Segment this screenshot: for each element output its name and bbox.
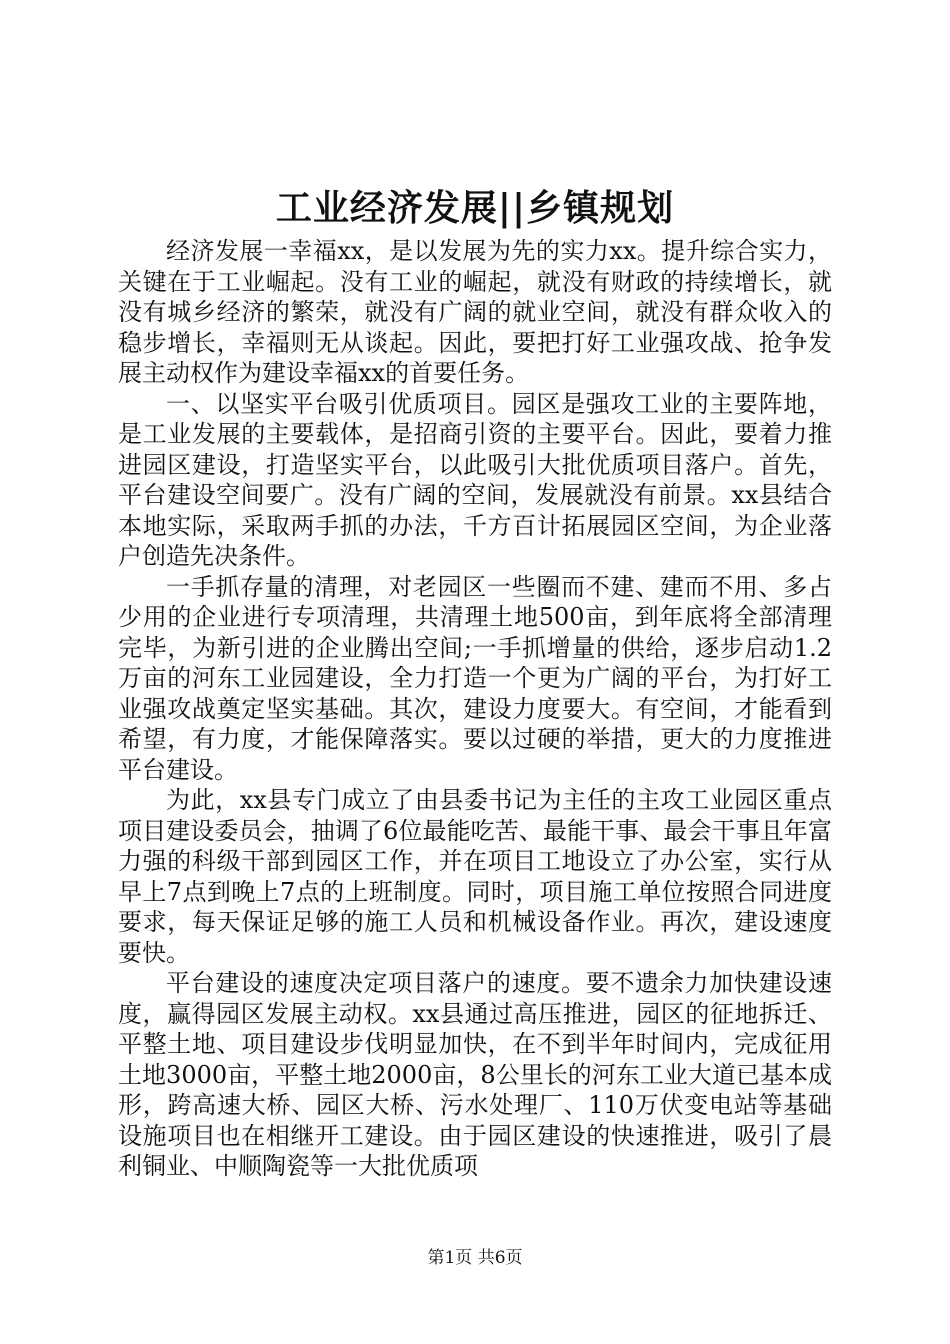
paragraph: 一手抓存量的清理，对老园区一些圈而不建、建而不用、多占少用的企业进行专项清理，共清理土地500亩，到年底将全部清理完毕，为新引进的企业腾出空间;一手抓增量的供给，逐步启动1.2万亩的河东工业园建设，全力打造一个更为广阔的平台，为打好工业强攻战奠定坚实基础。其次，建设力度要大。有空间，才能看到希望，有力度，才能保障落实。要以过硬的举措，更大的力度推进平台建设。 — [118, 572, 832, 784]
page-number-footer: 第1页 共6页 — [427, 1248, 523, 1268]
document-title: 工业经济发展||乡镇规划 — [275, 187, 675, 229]
paragraph: 一、以坚实平台吸引优质项目。园区是强攻工业的主要阵地，是工业发展的主要载体，是招商引资的主要平台。因此，要着力推进园区建设，打造坚实平台，以此吸引大批优质项目落户。首先，平台建设空间要广。没有广阔的空间，发展就没有前景。xx县结合本地实际，采取两手抓的办法，千方百计拓展园区空间，为企业落户创造先决条件。 — [118, 389, 832, 570]
paragraph: 平台建设的速度决定项目落户的速度。要不遗余力加快建设速度，赢得园区发展主动权。xx县通过高压推进，园区的征地拆迁、平整土地、项目建设步伐明显加快，在不到半年时间内，完成征用土地3000亩，平整土地2000亩，8公里长的河东工业大道已基本成形，跨高速大桥、园区大桥、污水处理厂、110万伏变电站等基础设施项目也在相继开工建设。由于园区建设的快速推进，吸引了晨利铜业、中顺陶瓷等一大批优质项 — [118, 969, 832, 1180]
document-body — [118, 236, 832, 1182]
paragraph: 经济发展一幸福xx，是以发展为先的实力xx。提升综合实力，关键在于工业崛起。没有工业的崛起，就没有财政的持续增长，就没有城乡经济的繁荣，就没有广阔的就业空间，就没有群众收入的稳步增长，幸福则无从谈起。因此，要把打好工业强攻战、抢争发展主动权作为建设幸福xx的首要任务。 — [118, 237, 832, 387]
paragraph: 为此，xx县专门成立了由县委书记为主任的主攻工业园区重点项目建设委员会，抽调了6位最能吃苦、最能干事、最会干事且年富力强的科级干部到园区工作，并在项目工地设立了办公室，实行从早上7点到晚上7点的上班制度。同时，项目施工单位按照合同进度要求，每天保证足够的施工人员和机械设备作业。再次，建设速度要快。 — [118, 786, 832, 967]
